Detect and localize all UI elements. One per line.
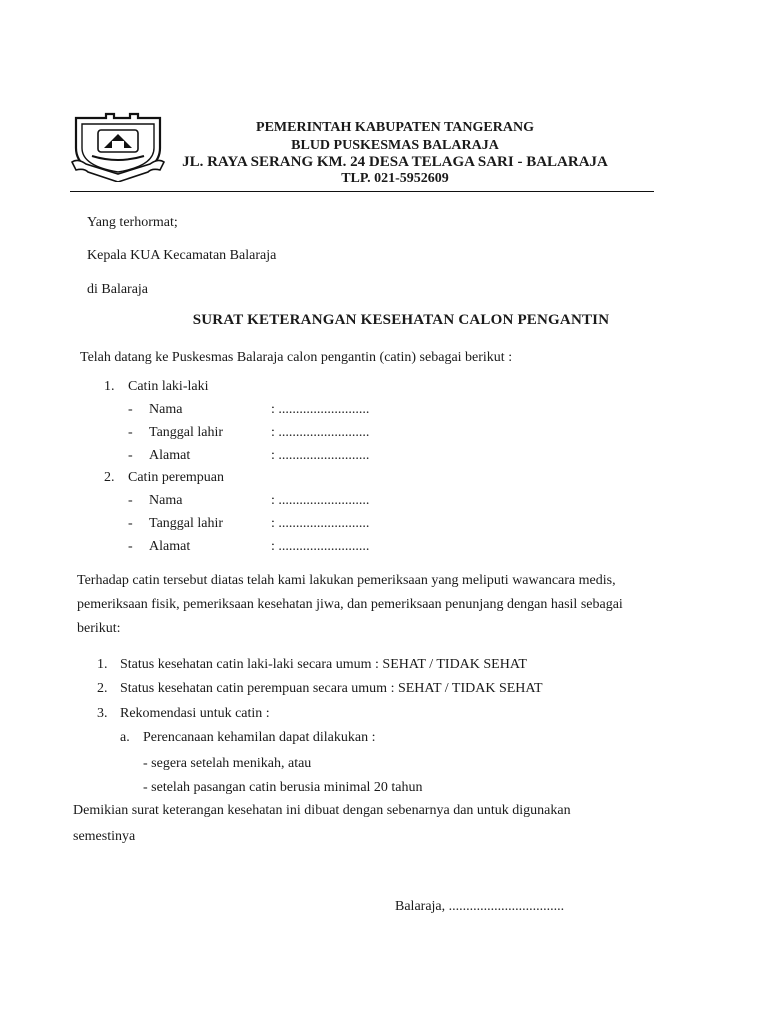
catin-label: Catin laki-laki bbox=[128, 379, 209, 394]
result-number: 1. bbox=[97, 657, 108, 672]
field-label: Tanggal lahir bbox=[149, 425, 224, 440]
field-dash: - bbox=[128, 493, 133, 508]
letterhead-line-phone: TLP. 021-5952609 bbox=[341, 171, 449, 186]
recommendation-option: - setelah pasangan catin berusia minimal 20 tahun bbox=[143, 780, 423, 795]
recommendation-letter: a. bbox=[120, 730, 130, 745]
letterhead-line-address: JL. RAYA SERANG KM. 24 DESA TELAGA SARI - BALARAJA bbox=[182, 154, 608, 170]
letterhead-line-institution: BLUD PUSKESMAS BALARAJA bbox=[291, 138, 499, 153]
field-label: Alamat bbox=[149, 539, 191, 554]
field-dash: - bbox=[128, 448, 133, 463]
recommendation-option: - segera setelah menikah, atau bbox=[143, 756, 312, 771]
letterhead-divider bbox=[70, 191, 654, 192]
exam-paragraph-line: pemeriksaan fisik, pemeriksaan kesehatan jiwa, dan pemeriksaan penunjang dengan hasil sebagai bbox=[77, 597, 623, 612]
field-value: : .......................... bbox=[271, 516, 370, 531]
result-text: Rekomendasi untuk catin : bbox=[120, 706, 270, 721]
field-dash: - bbox=[128, 425, 133, 440]
field-dash: - bbox=[128, 516, 133, 531]
recipient-name: Kepala KUA Kecamatan Balaraja bbox=[87, 248, 277, 263]
result-number: 3. bbox=[97, 706, 108, 721]
intro-text: Telah datang ke Puskesmas Balaraja calon pengantin (catin) sebagai berikut : bbox=[80, 350, 513, 365]
letterhead-line-government: PEMERINTAH KABUPATEN TANGERANG bbox=[256, 120, 534, 135]
field-label: Nama bbox=[149, 493, 183, 508]
signature-place-date: Balaraja, ................................. bbox=[395, 899, 565, 914]
exam-paragraph-line: Terhadap catin tersebut diatas telah kami lakukan pemeriksaan yang meliputi wawancara medis, bbox=[77, 573, 616, 588]
field-label: Nama bbox=[149, 402, 183, 417]
field-value: : .......................... bbox=[271, 448, 370, 463]
field-dash: - bbox=[128, 539, 133, 554]
field-label: Tanggal lahir bbox=[149, 516, 224, 531]
closing-line: semestinya bbox=[73, 829, 136, 844]
field-label: Alamat bbox=[149, 448, 191, 463]
exam-paragraph-line: berikut: bbox=[77, 621, 121, 636]
recommendation-text: Perencanaan kehamilan dapat dilakukan : bbox=[143, 730, 376, 745]
result-text: Status kesehatan catin perempuan secara umum : SEHAT / TIDAK SEHAT bbox=[120, 681, 543, 696]
result-number: 2. bbox=[97, 681, 108, 696]
field-value: : .......................... bbox=[271, 493, 370, 508]
field-dash: - bbox=[128, 402, 133, 417]
field-value: : .......................... bbox=[271, 402, 370, 417]
document-title: SURAT KETERANGAN KESEHATAN CALON PENGANTIN bbox=[192, 312, 610, 328]
closing-line: Demikian surat keterangan kesehatan ini dibuat dengan sebenarnya dan untuk digunakan bbox=[73, 803, 571, 818]
catin-number: 2. bbox=[104, 470, 115, 485]
catin-number: 1. bbox=[104, 379, 115, 394]
catin-label: Catin perempuan bbox=[128, 470, 225, 485]
field-value: : .......................... bbox=[271, 539, 370, 554]
greeting: Yang terhormat; bbox=[87, 215, 178, 230]
recipient-place: di Balaraja bbox=[87, 282, 149, 297]
field-value: : .......................... bbox=[271, 425, 370, 440]
result-text: Status kesehatan catin laki-laki secara umum : SEHAT / TIDAK SEHAT bbox=[120, 657, 527, 672]
